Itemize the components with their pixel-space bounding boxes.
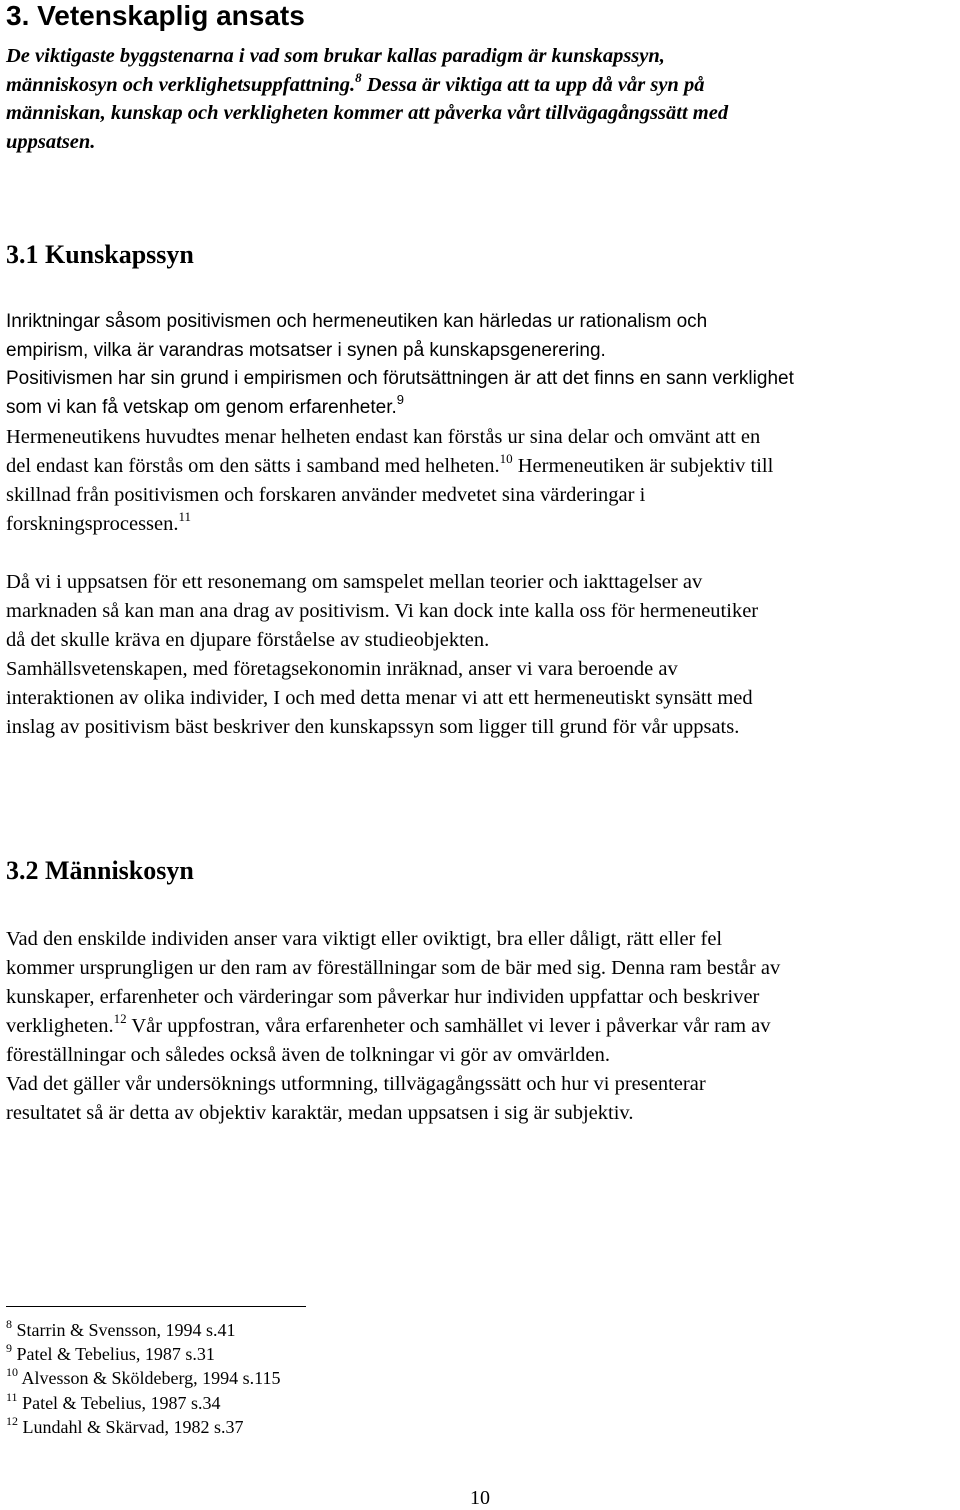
footnote-ref: 12 [113,1011,127,1026]
footnote-text: Patel & Tebelius, 1987 s.34 [17,1392,221,1413]
footnote-ref: 11 [178,509,192,524]
body-line: Positivismen har sin grund i empirismen och förutsättningen är att det finns en sann verklighet [6,368,794,389]
manniskosyn-paragraph [6,925,958,1128]
body-line: Inriktningar såsom positivismen och hermeneutiken kan härledas ur rationalism och [6,311,708,332]
footnote-separator [6,1306,306,1307]
kunskapssyn-paragraph-1 [6,308,958,422]
body-line: Vad det gäller vår undersöknings utformning, tillvägagångssätt och hur vi presenterar [6,1073,706,1095]
body-line [6,1012,958,1041]
kunskapssyn-paragraph-2 [6,423,958,539]
footnote-number: 8 [6,1317,12,1331]
footnote-number: 9 [6,1341,12,1356]
body-line [6,391,958,423]
footnote-text: Alvesson & Sköldeberg, 1994 s.115 [18,1368,281,1389]
body-line: kunskaper, erfarenheter och värderingar som påverkar hur individen uppfattar och beskriver [6,986,760,1008]
footnote [6,1391,281,1415]
body-text: Vår uppfostran, våra erfarenheter och samhället vi lever i påverkar vår ram av [126,1015,771,1037]
footnote-number: 11 [6,1389,18,1404]
footnote-ref: 9 [396,391,404,407]
page-number: 10 [470,1487,490,1509]
intro-line: De viktigaste byggstenarna i vad som brukar kallas paradigm är kunskapssyn, [6,45,665,67]
body-line: Vad den enskilde individen anser vara viktigt eller oviktigt, bra eller dåligt, rätt eller fel [6,928,723,950]
body-line: skillnad från positivismen och forskaren använder medvetet sina värderingar i [6,484,646,506]
body-line: resultatet så är detta av objektiv karaktär, medan uppsatsen i sig är subjektiv. [6,1102,634,1124]
body-line: Hermeneutikens huvudtes menar helheten endast kan förstås ur sina delar och omvänt att en [6,426,761,448]
body-line: marknaden så kan man ana drag av positivism. Vi kan dock inte kalla oss för hermeneutiker [6,600,759,622]
footnote-ref: 10 [499,451,513,466]
footnote [6,1415,281,1439]
body-line [6,452,958,481]
section-heading-manniskosyn: 3.2 Människosyn [6,856,194,885]
section-heading-kunskapssyn: 3.1 Kunskapssyn [6,240,194,269]
body-line [6,510,958,539]
body-line: inslag av positivism bäst beskriver den kunskapssyn som ligger till grund för vår uppsats. [6,716,740,738]
footnote-text: Lundahl & Skärvad, 1982 s.37 [18,1416,244,1437]
body-line: då det skulle kräva en djupare förståelse av studieobjekten. [6,629,490,651]
body-line: föreställningar och således också även de tolkningar vi gör av omvärlden. [6,1044,610,1066]
footnote-text: Patel & Tebelius, 1987 s.31 [12,1344,215,1365]
footnote [6,1318,281,1342]
body-text: Hermeneutiken är subjektiv till [512,455,774,477]
body-line: Då vi i uppsatsen för ett resonemang om samspelet mellan teorier och iakttagelser av [6,571,703,593]
intro-text: Dessa är viktiga att ta upp då vår syn på [361,73,705,96]
footnote [6,1342,281,1366]
body-text: som vi kan få vetskap om genom erfarenheter. [6,396,397,418]
footnote-text: Starrin & Svensson, 1994 s.41 [12,1320,236,1340]
footnote-ref: 8 [355,69,362,85]
intro-line [6,71,958,100]
footnote-number: 10 [6,1365,18,1380]
body-line: empirism, vilka är varandras motsatser i synen på kunskapsgenerering. [6,339,606,361]
intro-line: människan, kunskap och verkligheten kommer att påverka vårt tillvägagångssätt med [6,102,729,124]
body-line: kommer ursprungligen ur den ram av föreställningar som de bär med sig. Denna ram består av [6,957,781,979]
body-text: del endast kan förstås om den sätts i samband med helheten. [6,455,500,477]
body-line: interaktionen av olika individer, I och med detta menar vi att ett hermeneutiskt synsätt med [6,687,753,709]
intro-line: uppsatsen. [6,130,96,153]
kunskapssyn-paragraph-3 [6,568,958,742]
footnotes [6,1318,281,1439]
body-line: Samhällsvetenskapen, med företagsekonomin inräknad, anser vi vara beroende av [6,658,678,680]
footnote-number: 12 [6,1413,18,1428]
body-text: verkligheten. [6,1015,114,1037]
intro-paragraph [6,42,958,156]
footnote [6,1366,281,1390]
intro-text: människosyn och verklighetsuppfattning. [6,73,356,96]
chapter-title: 3. Vetenskaplig ansats [6,0,305,31]
body-text: forskningsprocessen. [6,513,179,535]
